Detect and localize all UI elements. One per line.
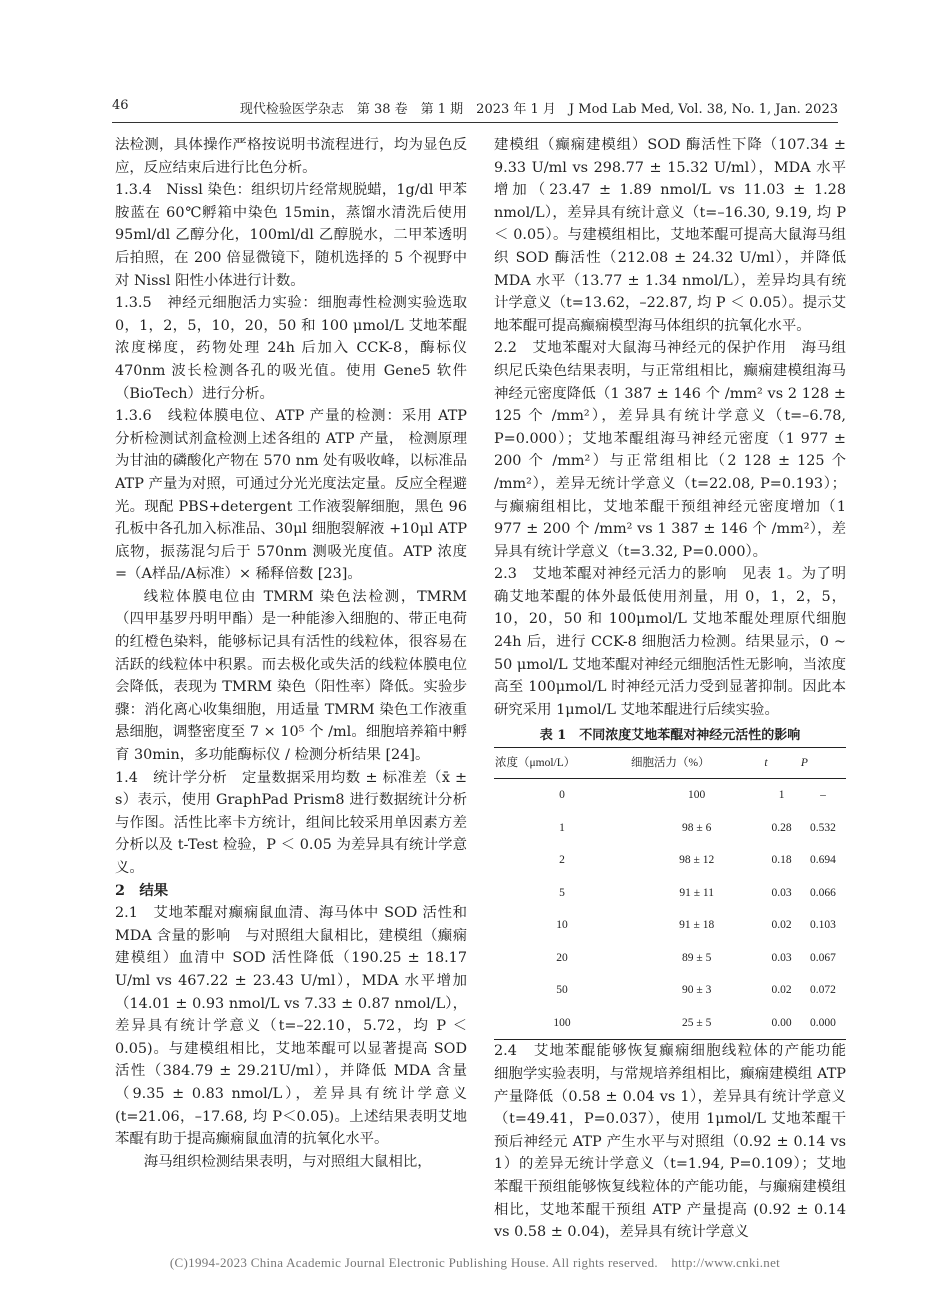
- table-cell: 0.694: [810, 854, 836, 867]
- table-row: [494, 909, 846, 942]
- paragraph: 法检测，具体操作严格按说明书流程进行，均为显色反应，反应结束后进行比色分析。: [115, 137, 467, 176]
- table-header-cell: P: [800, 748, 846, 779]
- table-row: [494, 779, 846, 812]
- table-1: [494, 747, 846, 1040]
- table-cell: 0.532: [810, 821, 836, 834]
- section-2-1: 2.1 艾地苯醌对癫痫鼠血清、海马体中 SOD 活性和 MDA 含量的影响 与对照组大鼠相比，建模组（癫痫建模组）血清中 SOD 活性降低（190.25 ± 18.17 U/ml vs 467.22 ± 23.43 U/ml），MDA 水平增加（14.01 ± 0.93 nmol/L vs 7.33 ± 0.87 nmol/L），差异具有统计学意义（t=–22.10，5.72，均 P ＜ 0.05)。与建模组相比，艾地苯醌可以显著提高 SOD 活性（384.79 ± 29.21U/ml），并降低 MDA 含量（9.35 ± 0.83 nmol/L），差异具有统计学意义(t=21.06，–17.68, 均 P＜0.05)。上述结果表明艾地苯醌有助于提高癫痫鼠血清的抗氧化水平。: [115, 905, 467, 1148]
- table-cell: 98 ± 12: [679, 854, 715, 867]
- table-cell: 91 ± 11: [679, 886, 714, 899]
- table-cell: 0.103: [810, 919, 836, 932]
- table-cell: 20: [556, 951, 568, 964]
- table-row: [494, 844, 846, 877]
- section-2-3: 2.3 艾地苯醌对神经元活力的影响 见表 1。为了明确艾地苯醌的体外最低使用剂量，用 0，1，2，5，10，20，50 和 100μmol/L 艾地苯醌处理原代细胞 24h 后，进行 CCK-8 细胞活力检测。结果显示，0 ~ 50 μmol/L 艾地苯醌对神经元细胞活性无影响，当浓度高至 100μmol/L 时神经元活力受到显著抑制。因此本研究采用 1μmol/L 艾地苯醌进行后续实验。: [494, 566, 846, 718]
- table-header-row: [494, 748, 846, 779]
- table-caption: 表 1 不同浓度艾地苯醌对神经元活性的影响: [539, 728, 801, 744]
- table-row: [494, 1007, 846, 1040]
- table-cell: 90 ± 3: [682, 984, 712, 997]
- table-header-cell: 浓度（μmol/L）: [494, 748, 630, 779]
- table-cell: 0: [559, 789, 565, 802]
- section-heading-results: 2 结果: [115, 881, 169, 899]
- table-cell: 89 ± 5: [682, 951, 712, 964]
- table-cell: 1: [778, 789, 785, 802]
- table-cell: 1: [559, 821, 565, 834]
- table-header-cell: 细胞活力（%）: [630, 748, 763, 779]
- section-2-4: 2.4 艾地苯醌能够恢复癫痫细胞线粒体的产能功能 细胞学实验表明，与常规培养组相比，癫痫建模组 ATP 产量降低（0.58 ± 0.04 vs 1），差异具有统计学意义（t=49.41，P=0.037），使用 1μmol/L 艾地苯醌干预后神经元 ATP 产生水平与对照组（0.92 ± 0.14 vs 1）的差异无统计学意义（t=1.94, P=0.109）；艾地苯醌干预组能够恢复线粒体的产能功能，与癫痫建模组相比，艾地苯醌干预组 ATP 产量提高 (0.92 ± 0.14 vs 0.58 ± 0.04)，差异具有统计学意义: [494, 1043, 861, 1241]
- page-number: 46: [112, 98, 129, 113]
- table-cell: 2: [559, 854, 565, 867]
- table-cell: 0.02: [771, 919, 792, 932]
- section-1-3-5: 1.3.5 神经元细胞活力实验：细胞毒性检测实验选取 0，1，2，5，10，20，50 和 100 μmol/L 艾地苯醌浓度梯度，药物处理 24h 后加入 CCK-8，酶标仪 470nm 波长检测各孔的吸光值。使用 Gene5 软件（BioTech）进行分析。: [115, 295, 467, 402]
- table-row: [494, 812, 846, 845]
- table-cell: 0.28: [771, 821, 792, 834]
- table-cell: 100: [494, 1007, 630, 1040]
- section-2-2: 2.2 艾地苯醌对大鼠海马神经元的保护作用 海马组织尼氏染色结果表明，与正常组相比，癫痫建模组海马神经元密度降低（1 387 ± 146 个 /mm² vs 2 128 ± 125 个 /mm²），差异具有统计学意义（t=–6.78, P=0.000）；艾地苯醌组海马神经元密度（1 977 ± 200 个 /mm²）与正常组相比（2 128 ± 125 个 /mm²），差异无统计学意义（t=22.08, P=0.193）；与癫痫组相比，艾地苯醌干预组神经元密度增加（1 977 ± 200 个 /mm² vs 1 387 ± 146 个 /mm²），差异具有统计学意义（t=3.32, P=0.000）。: [494, 340, 846, 560]
- running-header: [112, 96, 838, 123]
- table-cell: 91 ± 18: [679, 919, 715, 932]
- right-column: [494, 134, 861, 1244]
- table-cell: 98 ± 6: [682, 821, 712, 834]
- table-cell: 100: [688, 789, 706, 802]
- table-cell: 0.067: [810, 951, 836, 964]
- paragraph: 海马组织检测结果表明，与对照组大鼠相比，: [143, 1153, 432, 1170]
- section-1-4: 1.4 统计学分析 定量数据采用均数 ± 标准差（x̄ ± s）表示，使用 GraphPad Prism8 进行数据统计分析与作图。活性比率卡方统计，组间比较采用单因素方差分析以及 t-Test 检验，P ＜ 0.05 为差异具有统计学意义。: [115, 769, 467, 876]
- table-cell: –: [820, 789, 826, 802]
- table-cell: 0.000: [800, 1007, 846, 1040]
- table-cell: 0.18: [771, 854, 792, 867]
- paragraph: 建模组（癫痫建模组）SOD 酶活性下降（107.34 ± 9.33 U/ml vs 298.77 ± 15.32 U/ml），MDA 水平增加（23.47 ± 1.89 nmol/L vs 11.03 ± 1.28 nmol/L），差异具有统计意义（t=–16.30, 9.19, 均 P ＜ 0.05）。与建模组相比，艾地苯醌可提高大鼠海马组织 SOD 酶活性（212.08 ± 24.32 U/ml），并降低 MDA 水平（13.77 ± 1.34 nmol/L），差异均具有统计学意义（t=13.62，–22.87, 均 P ＜ 0.05）。提示艾地苯醌可提高癫痫模型海马体组织的抗氧化水平。: [494, 137, 846, 334]
- table-cell: 0.03: [771, 886, 792, 899]
- table-cell: 10: [556, 919, 568, 932]
- section-1-3-6: 1.3.6 线粒体膜电位、ATP 产量的检测：采用 ATP 分析检测试剂盒检测上述各组的 ATP 产量， 检测原理为甘油的磷酸化产物在 570 nm 处有吸收峰，以标准品 ATP 产量为对照，可通过分光光度法定量。反应全程避光。现配 PBS+detergent 工作液裂解细胞，黑色 96 孔板中各孔加入标准品、30μl 细胞裂解液 +10μl ATP 底物，振荡混匀后于 570nm 测吸光度值。ATP 浓度 =（A样品/A标准）× 稀释倍数 [23]。: [115, 408, 467, 583]
- section-1-3-4: 1.3.4 Nissl 染色：组织切片经常规脱蜡，1g/dl 甲苯胺蓝在 60℃孵箱中染色 15min，蒸馏水清洗后使用 95ml/dl 乙醇分化，100ml/dl 乙醇脱水，二甲苯透明后拍照，在 200 倍显微镜下，随机选择的 5 个视野中对 Nissl 阳性小体进行计数。: [115, 182, 467, 289]
- paragraph-tmrm: 线粒体膜电位由 TMRM 染色法检测，TMRM（四甲基罗丹明甲酯）是一种能渗入细胞的、带正电荷的红橙色染料，能够标记具有活性的线粒体，很容易在活跃的线粒体中积累。而去极化或失活的线粒体膜电位会降低，表现为 TMRM 染色（阳性率）降低。实验步骤：消化离心收集细胞，用适量 TMRM 染色工作液重悬细胞，调整密度至 7 × 10⁵ 个 /ml。细胞培养箱中孵育 30min，多功能酶标仪 / 检测分析结果 [24]。: [115, 588, 467, 764]
- table-header-cell: t: [763, 748, 800, 779]
- table-cell: 0.03: [771, 951, 792, 964]
- table-cell: 0.066: [810, 886, 836, 899]
- table-cell: 0.02: [771, 984, 792, 997]
- table-cell: 5: [559, 886, 565, 899]
- copyright-footer: (C)1994-2023 China Academic Journal Electronic Publishing House. All rights reserved. http://www.cnki.net: [169, 1255, 781, 1270]
- table-row: [494, 974, 846, 1007]
- table-cell: 50: [556, 984, 568, 997]
- table-row: [494, 877, 846, 910]
- table-cell: 25 ± 5: [630, 1007, 763, 1040]
- left-column: [115, 134, 467, 1173]
- table-row: [494, 942, 846, 975]
- journal-info: 现代检验医学杂志 第 38 卷 第 1 期 2023 年 1 月 J Mod Lab Med, Vol. 38, No. 1, Jan. 2023: [239, 102, 838, 117]
- table-cell: 0.072: [810, 984, 836, 997]
- table-cell: 0.00: [763, 1007, 800, 1040]
